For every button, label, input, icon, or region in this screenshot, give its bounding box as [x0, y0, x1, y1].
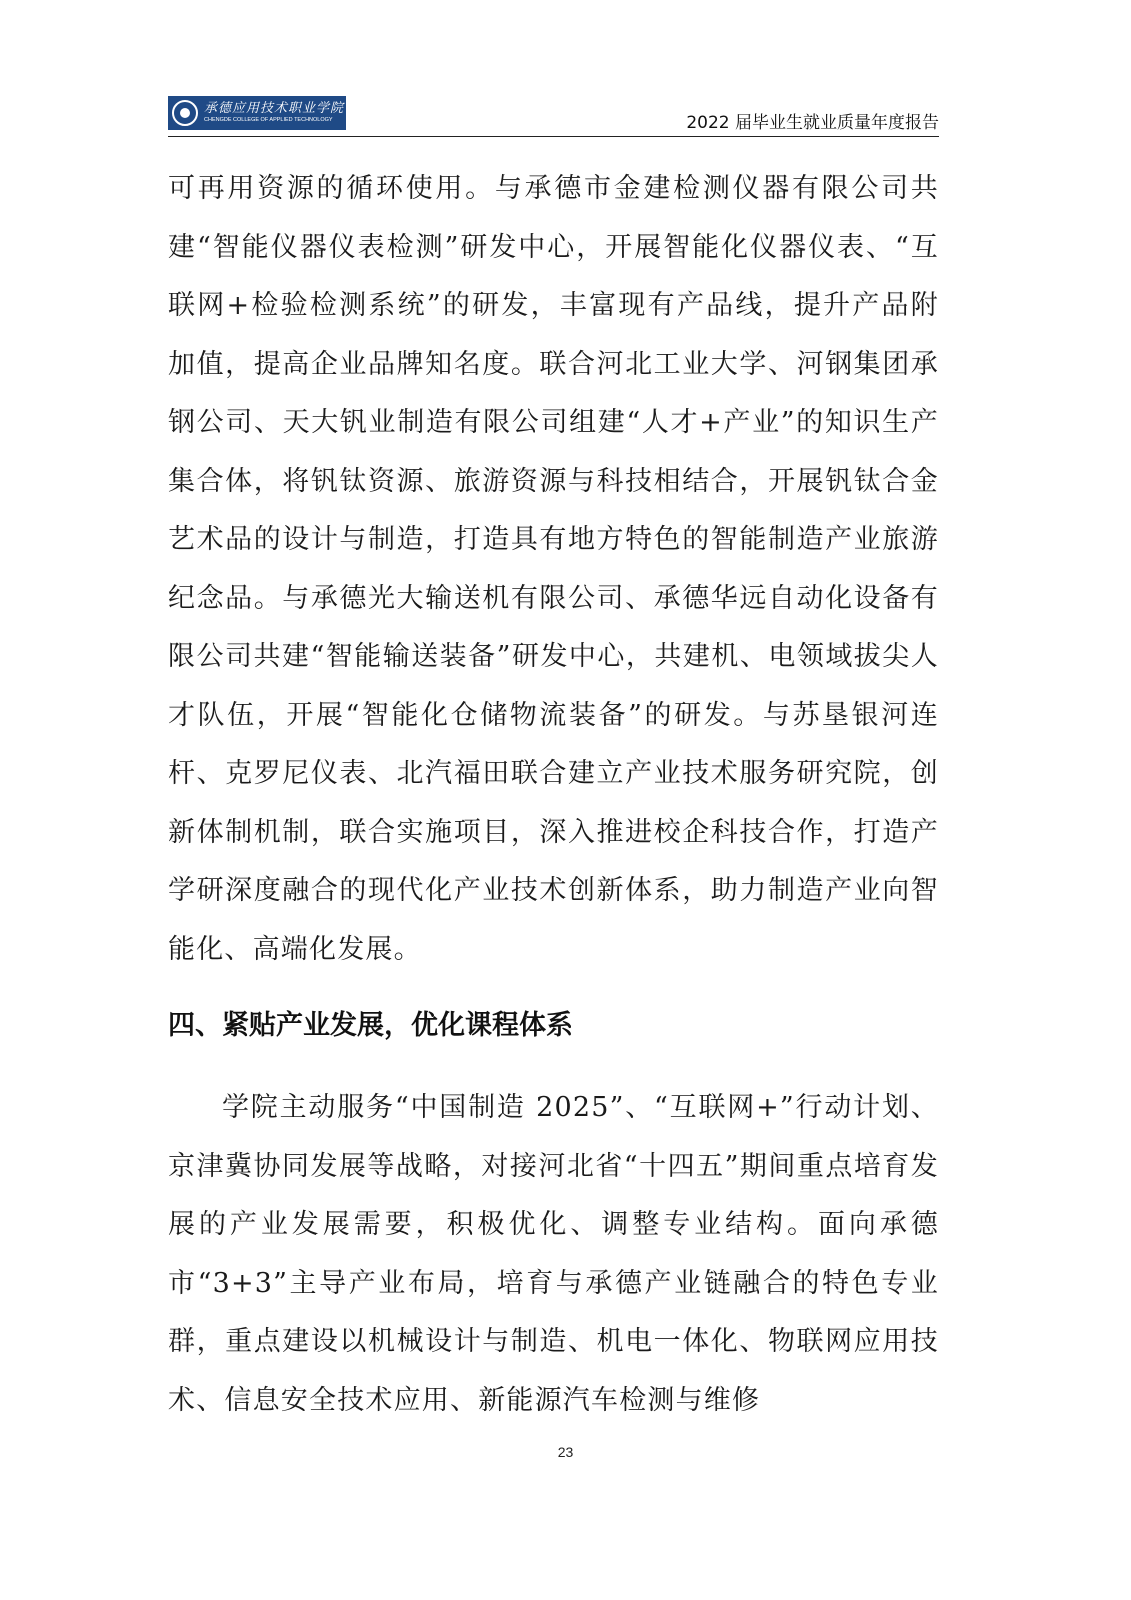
college-seal-icon [172, 100, 198, 126]
page-header [168, 96, 939, 137]
section-heading: 四、紧贴产业发展，优化课程体系 [168, 1010, 573, 1041]
report-title: 2022 届毕业生就业质量年度报告 [686, 113, 939, 133]
body-paragraph-2: 学院主动服务“中国制造 2025”、“互联网+”行动计划、京津冀协同发展等战略，对接河北省“十四五”期间重点培育发展的产业发展需要，积极优化、调整专业结构。面向承德市“3+3”主导产业布局，培育与承德产业链融合的特色专业群，重点建设以机械设计与制造、机电一体化、物联网应用技术、信息安全技术应用、新能源汽车检测与维修 [168, 1092, 939, 1416]
college-logo [168, 96, 346, 130]
logo-english-name: CHENGDE COLLEGE OF APPLIED TECHNOLOGY [204, 117, 333, 124]
page-content [168, 160, 939, 1430]
body-paragraph-1: 可再用资源的循环使用。与承德市金建检测仪器有限公司共建“智能仪器仪表检测”研发中心，开展智能化仪器仪表、“互联网+检验检测系统”的研发，丰富现有产品线，提升产品附加值，提高企业品牌知名度。联合河北工业大学、河钢集团承钢公司、天大钒业制造有限公司组建“人才+产业”的知识生产集合体，将钒钛资源、旅游资源与科技相结合，开展钒钛合金艺术品的设计与制造，打造具有地方特色的智能制造产业旅游纪念品。与承德光大输送机有限公司、承德华远自动化设备有限公司共建“智能输送装备”研发中心，共建机、电领域拔尖人才队伍，开展“智能化仓储物流装备”的研发。与苏垦银河连杆、克罗尼仪表、北汽福田联合建立产业技术服务研究院，创新体制机制，联合实施项目，深入推进校企科技合作，打造产学研深度融合的现代化产业技术创新体系，助力制造产业向智能化、高端化发展。 [168, 173, 939, 965]
logo-chinese-name: 承德应用技术职业学院 [204, 101, 345, 117]
page-number: 23 [557, 1444, 574, 1460]
logo-text [204, 102, 344, 124]
